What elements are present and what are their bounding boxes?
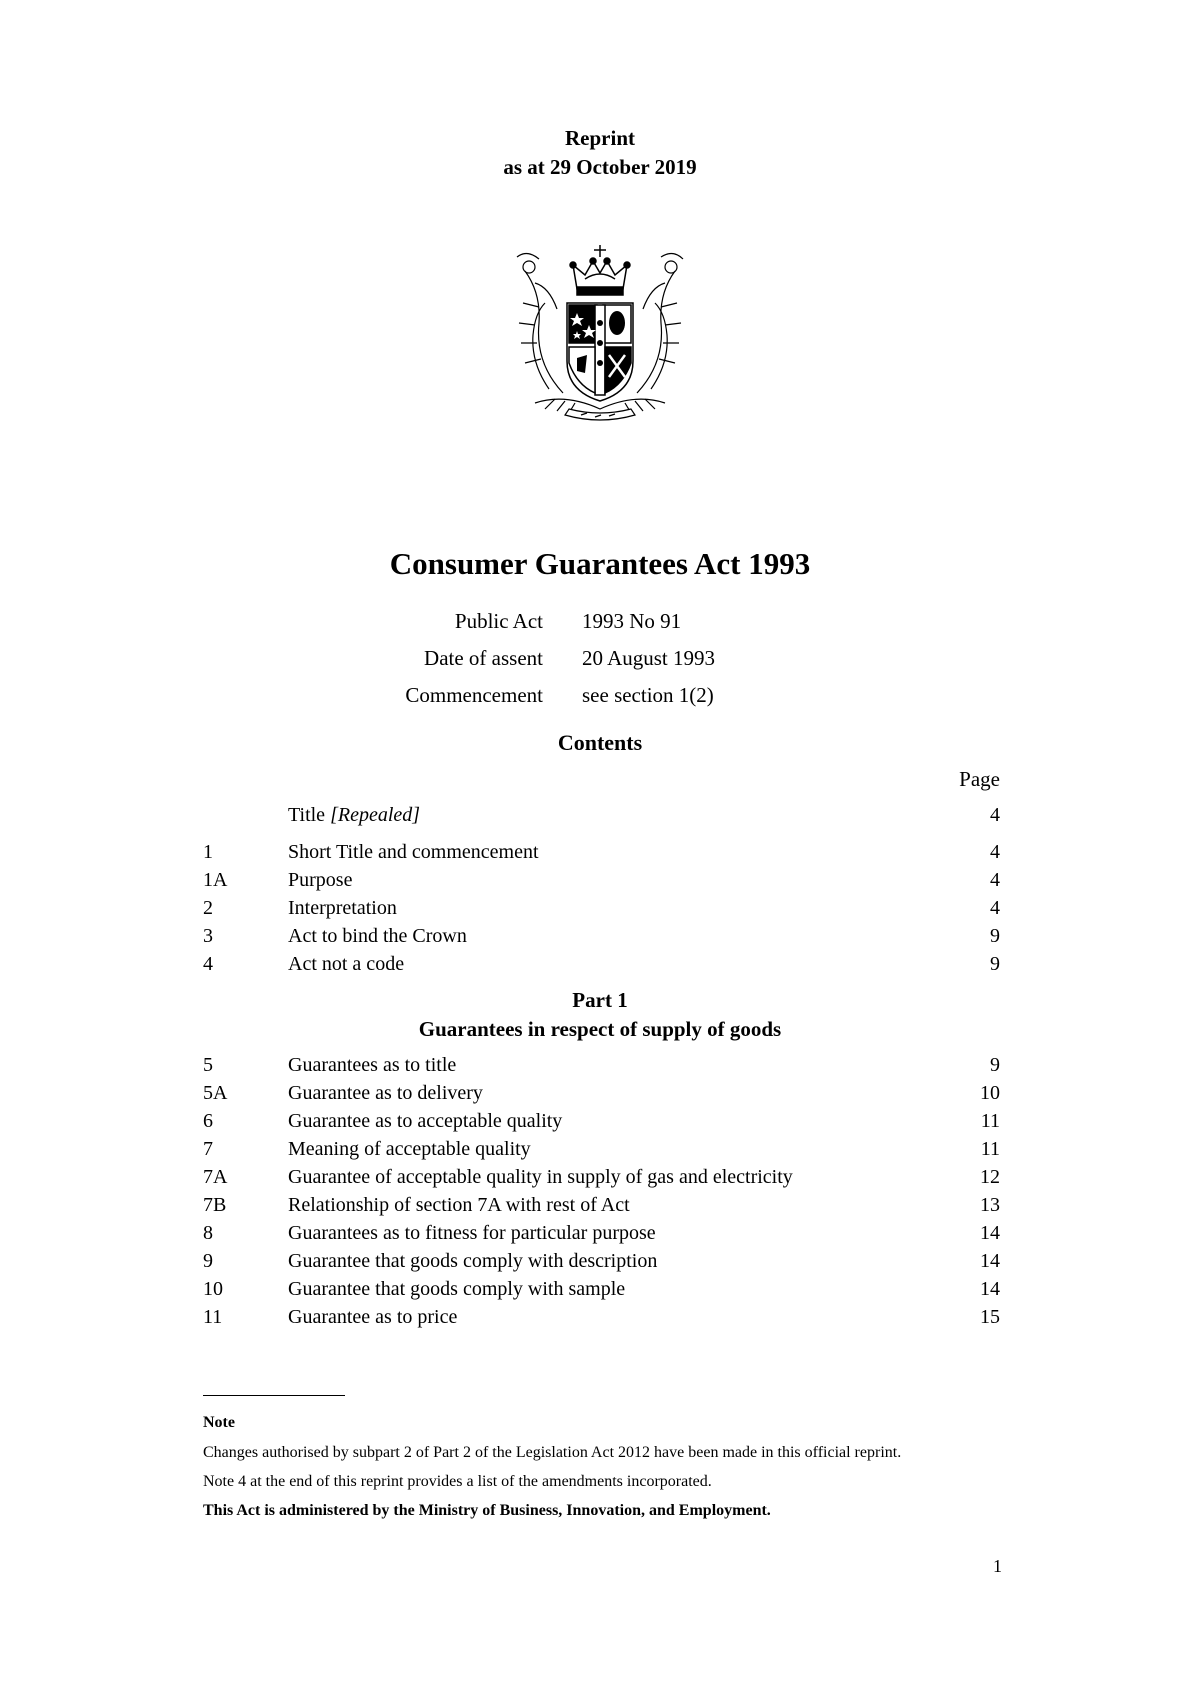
toc-row[interactable] bbox=[203, 1135, 1000, 1163]
toc-row[interactable] bbox=[203, 838, 1000, 866]
toc-page-number: 4 bbox=[990, 840, 1000, 863]
meta-value: 20 August 1993 bbox=[582, 646, 716, 670]
part-heading[interactable] bbox=[0, 986, 1200, 1044]
toc-page-number: 4 bbox=[990, 868, 1000, 891]
toc-row[interactable] bbox=[203, 1079, 1000, 1107]
part-label: Part 1 bbox=[572, 988, 628, 1012]
meta-row-commencement bbox=[0, 677, 1200, 714]
meta-row-public-act bbox=[0, 603, 1200, 640]
toc-section-number: 11 bbox=[203, 1305, 223, 1328]
part-title: Guarantees in respect of supply of goods bbox=[418, 1017, 782, 1041]
toc-section-title: Interpretation bbox=[288, 896, 397, 919]
toc-page-number: 12 bbox=[980, 1165, 1000, 1188]
footnote-divider bbox=[203, 1395, 345, 1396]
reprint-date: as at 29 October 2019 bbox=[503, 155, 697, 179]
toc-row[interactable] bbox=[203, 950, 1000, 978]
toc-section-title: Guarantees as to title bbox=[288, 1053, 457, 1076]
toc-row[interactable] bbox=[203, 1191, 1000, 1219]
note-line: Changes authorised by subpart 2 of Part 2 of the Legislation Act 2012 have been made in this official reprint. bbox=[203, 1444, 902, 1461]
toc-row[interactable] bbox=[203, 1051, 1000, 1079]
note-heading: Note bbox=[203, 1414, 235, 1431]
toc-section-number: 9 bbox=[203, 1249, 213, 1272]
toc-row[interactable] bbox=[203, 1219, 1000, 1247]
toc-row[interactable] bbox=[203, 801, 1000, 829]
act-metadata bbox=[0, 603, 1200, 714]
toc-page-number: 9 bbox=[990, 924, 1000, 947]
reprint-header bbox=[0, 124, 1200, 182]
toc-section-number: 1A bbox=[203, 868, 228, 891]
toc-section-title: Guarantee of acceptable quality in supply of gas and electricity bbox=[288, 1165, 793, 1188]
toc-section-number: 8 bbox=[203, 1221, 213, 1244]
act-title: Consumer Guarantees Act 1993 bbox=[389, 546, 811, 581]
toc-section-title: Meaning of acceptable quality bbox=[288, 1137, 531, 1160]
toc-page-number: 4 bbox=[990, 803, 1000, 826]
toc-section-title: Act to bind the Crown bbox=[288, 924, 467, 947]
note-line: Note 4 at the end of this reprint provides a list of the amendments incorporated. bbox=[203, 1473, 712, 1490]
toc-row[interactable] bbox=[203, 866, 1000, 894]
toc-row[interactable] bbox=[203, 1275, 1000, 1303]
toc-section-number: 2 bbox=[203, 896, 213, 919]
toc-page-number: 14 bbox=[980, 1277, 1000, 1300]
toc-title-label: Title bbox=[288, 803, 326, 826]
toc-section-title: Relationship of section 7A with rest of Act bbox=[288, 1193, 630, 1216]
meta-value: 1993 No 91 bbox=[582, 609, 682, 633]
nz-coat-of-arms-icon bbox=[505, 243, 695, 423]
toc-section-number: 3 bbox=[203, 924, 213, 947]
toc-section-title: Short Title and commencement bbox=[288, 840, 539, 863]
toc-section-title bbox=[288, 804, 940, 827]
toc-row[interactable] bbox=[203, 894, 1000, 922]
toc-row[interactable] bbox=[203, 1163, 1000, 1191]
toc-part1-sections bbox=[203, 1051, 1000, 1331]
toc-section-title: Purpose bbox=[288, 868, 353, 891]
meta-row-date-of-assent bbox=[0, 640, 1200, 677]
toc-section-number: 7 bbox=[203, 1137, 213, 1160]
page-column-header: Page bbox=[959, 767, 1000, 791]
toc-page-number: 10 bbox=[980, 1081, 1000, 1104]
toc-section-title: Guarantee as to price bbox=[288, 1305, 458, 1328]
reprint-label: Reprint bbox=[565, 126, 635, 150]
footnote bbox=[203, 1408, 1103, 1526]
toc-general-sections bbox=[203, 838, 1000, 978]
meta-label: Commencement bbox=[405, 683, 543, 707]
toc-section-number: 7A bbox=[203, 1165, 228, 1188]
toc-title-entry bbox=[203, 801, 1000, 829]
toc-section-number: 10 bbox=[203, 1277, 223, 1300]
toc-section-title: Guarantee that goods comply with description bbox=[288, 1249, 658, 1272]
toc-page-number: 15 bbox=[980, 1305, 1000, 1328]
page-number: 1 bbox=[993, 1556, 1002, 1576]
toc-repealed-note: [Repealed] bbox=[330, 803, 421, 826]
toc-page-number: 9 bbox=[990, 952, 1000, 975]
toc-section-title: Guarantees as to fitness for particular purpose bbox=[288, 1221, 656, 1244]
toc-page-number: 14 bbox=[980, 1249, 1000, 1272]
toc-page-number: 14 bbox=[980, 1221, 1000, 1244]
toc-section-title: Guarantee as to acceptable quality bbox=[288, 1109, 563, 1132]
toc-section-number: 4 bbox=[203, 952, 213, 975]
toc-section-number: 6 bbox=[203, 1109, 213, 1132]
toc-page-number: 4 bbox=[990, 896, 1000, 919]
toc-section-number: 5 bbox=[203, 1053, 213, 1076]
toc-section-title: Act not a code bbox=[288, 952, 405, 975]
toc-page-number: 11 bbox=[980, 1137, 1000, 1160]
meta-value: see section 1(2) bbox=[582, 683, 714, 707]
meta-label: Public Act bbox=[454, 609, 543, 633]
toc-row[interactable] bbox=[203, 922, 1000, 950]
meta-label: Date of assent bbox=[424, 646, 543, 670]
toc-section-number: 5A bbox=[203, 1081, 228, 1104]
toc-row[interactable] bbox=[203, 1107, 1000, 1135]
toc-row[interactable] bbox=[203, 1247, 1000, 1275]
toc-page-number: 9 bbox=[990, 1053, 1000, 1076]
toc-section-title: Guarantee as to delivery bbox=[288, 1081, 483, 1104]
toc-section-title: Guarantee that goods comply with sample bbox=[288, 1277, 626, 1300]
contents-heading: Contents bbox=[557, 730, 643, 755]
toc-page-number: 13 bbox=[980, 1193, 1000, 1216]
toc-section-number: 1 bbox=[203, 840, 213, 863]
administered-by: This Act is administered by the Ministry of Business, Innovation, and Employment. bbox=[203, 1502, 771, 1519]
toc-row[interactable] bbox=[203, 1303, 1000, 1331]
toc-page-number: 11 bbox=[980, 1109, 1000, 1132]
toc-section-number: 7B bbox=[203, 1193, 227, 1216]
